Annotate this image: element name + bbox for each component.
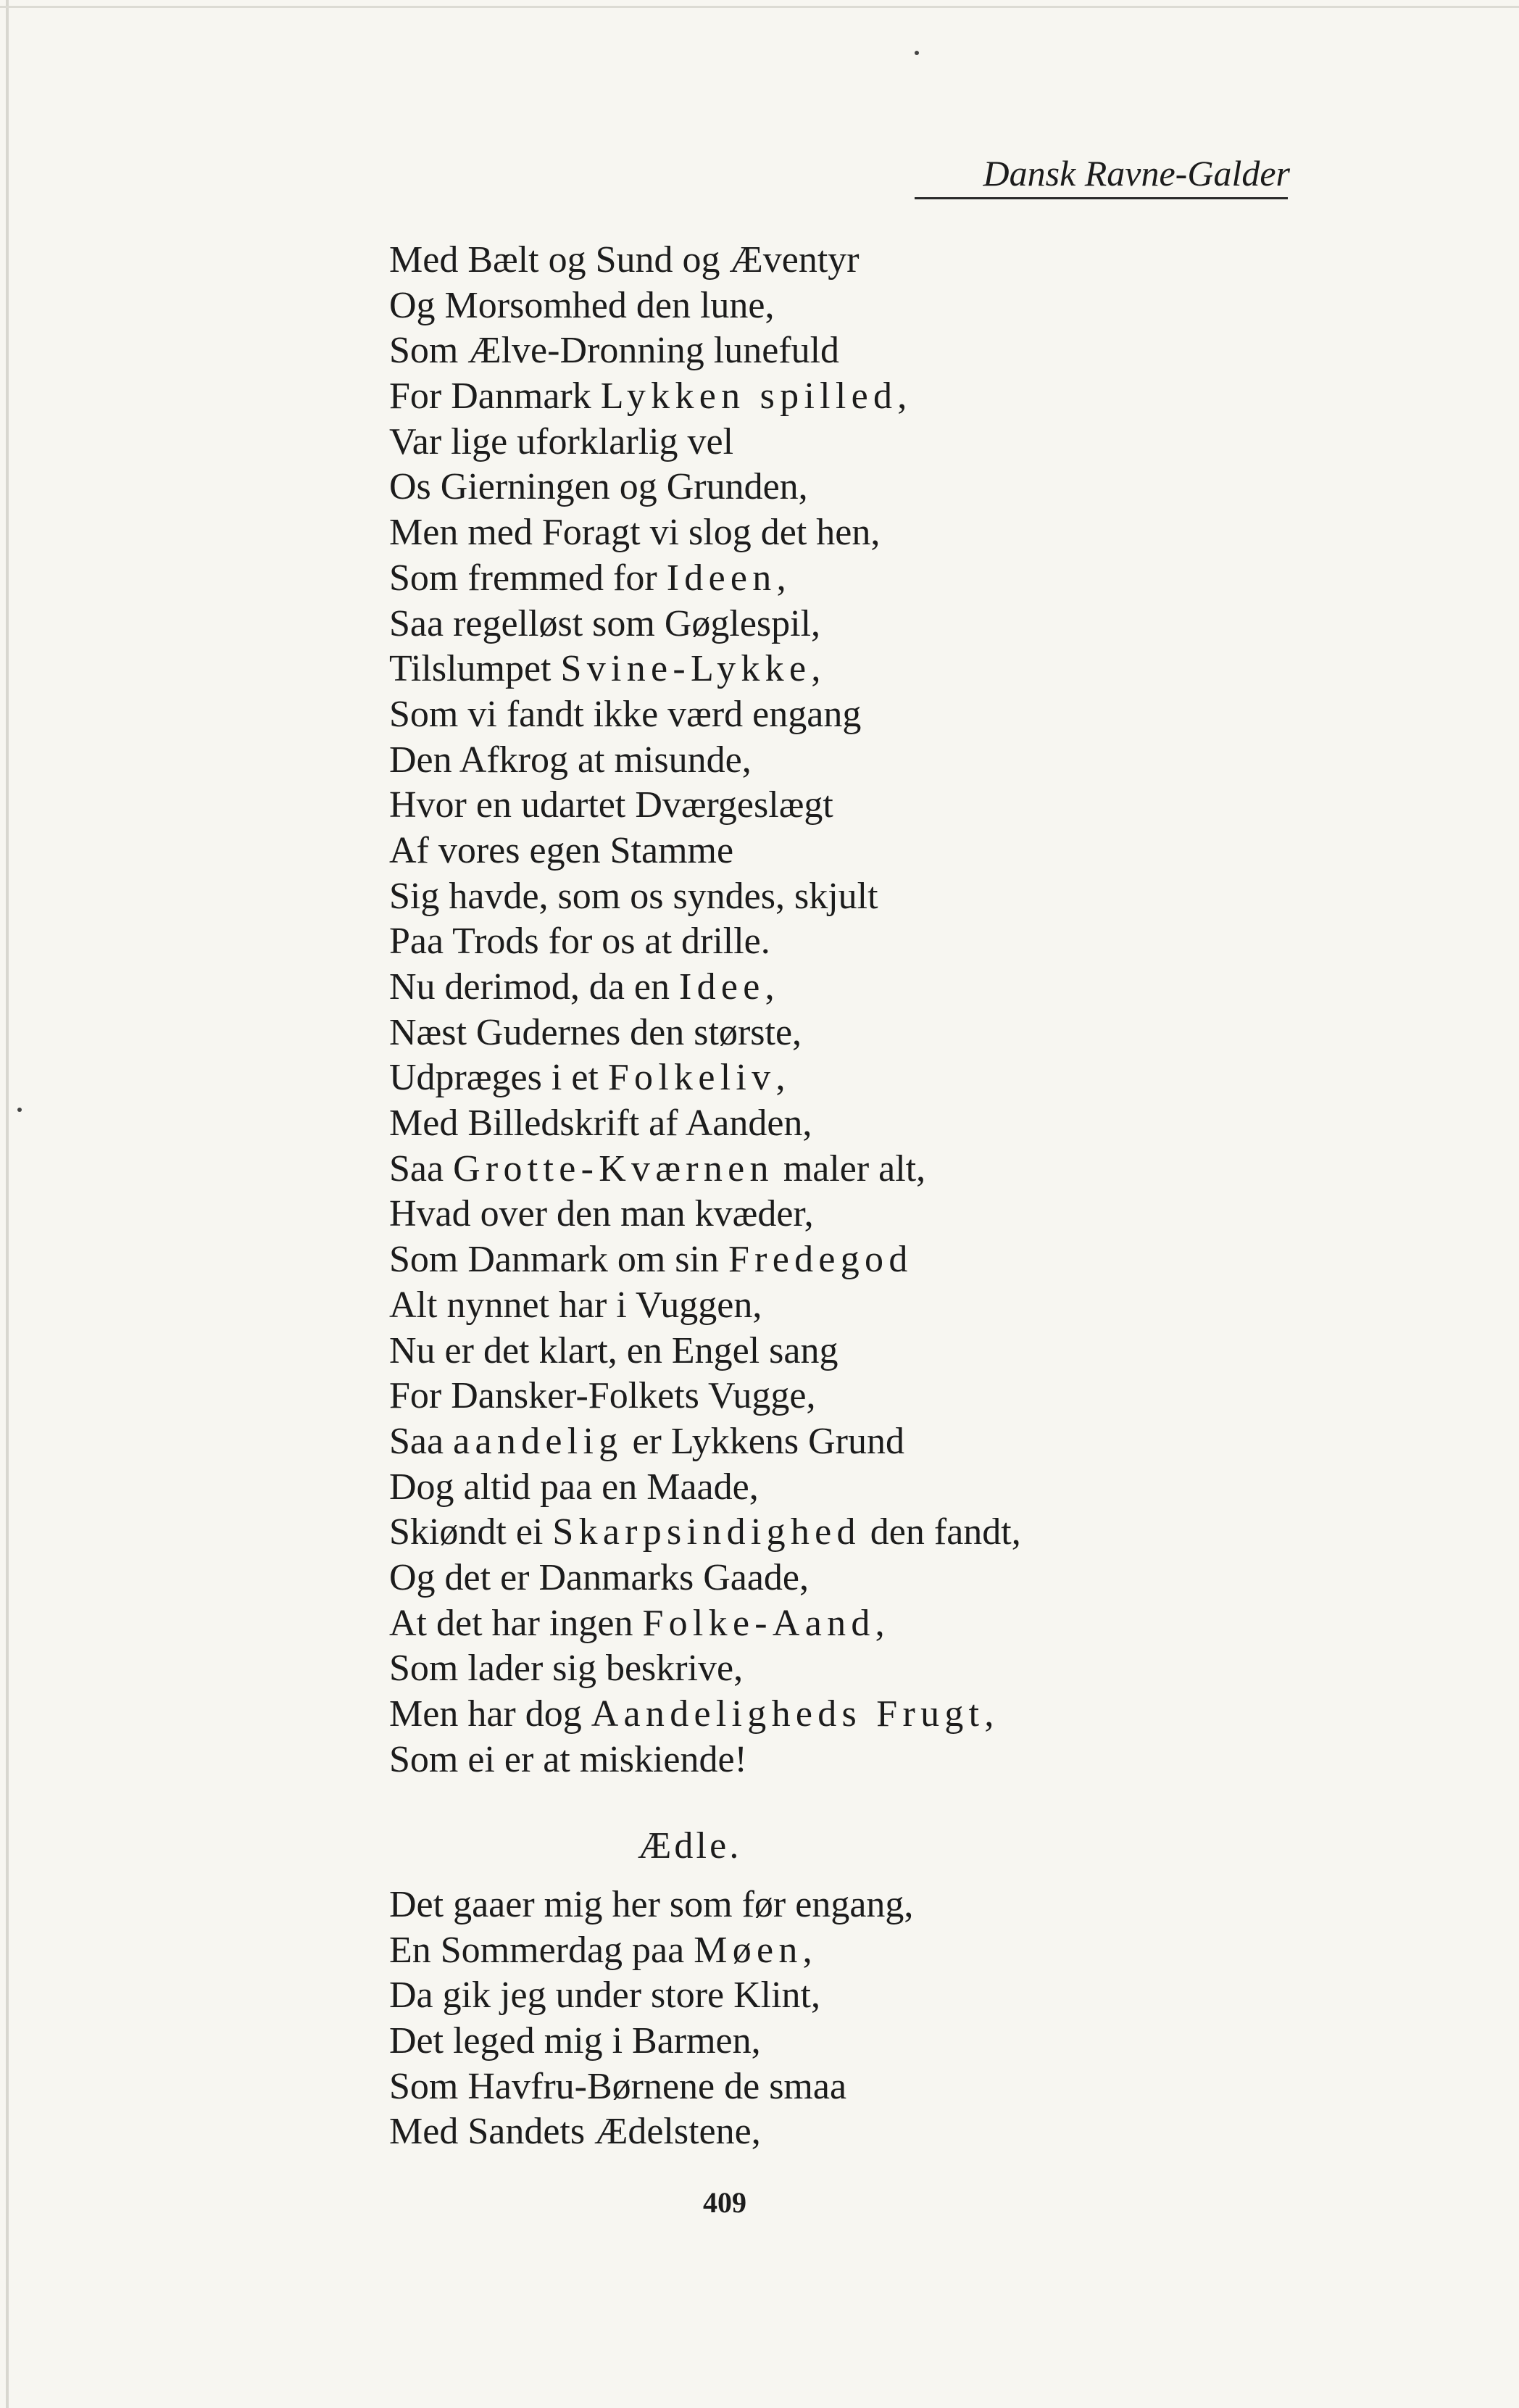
verse-text: Som lader sig beskrive, — [389, 1648, 744, 1690]
spaced-emphasis: Folke-Aand — [642, 1602, 875, 1644]
verse-text: Tilslumpet — [389, 648, 561, 690]
verse-text: Med Billedskrift af Aanden, — [389, 1103, 812, 1145]
verse-line — [389, 602, 1331, 647]
verse-line — [389, 1973, 1331, 2019]
spaced-emphasis: Aandeligheds Frugt — [591, 1693, 985, 1735]
verse-text: Hvor en udartet Dværgeslægt — [389, 784, 833, 826]
verse-line — [389, 647, 1331, 692]
page-edge-left — [6, 0, 9, 2408]
spaced-emphasis: Skarpsindighed — [552, 1511, 861, 1553]
verse-line — [389, 965, 1331, 1010]
verse-line — [389, 1556, 1331, 1601]
verse-text: , — [897, 375, 907, 418]
verse-text: den fandt, — [860, 1511, 1021, 1553]
verse-text: Paa Trods for os at drille. — [389, 921, 770, 963]
verse-text: Hvad over den man kvæder, — [389, 1193, 814, 1235]
verse-text: Saa regelløst som Gøglespil, — [389, 602, 821, 644]
verse-line — [389, 238, 1331, 283]
verse-text: , — [802, 1929, 812, 1971]
spaced-emphasis: Idee — [679, 966, 765, 1008]
verse-text: Sig havde, som os syndes, skjult — [389, 875, 878, 917]
verse-line — [389, 2019, 1331, 2064]
verse-text: Og det er Danmarks Gaade, — [389, 1556, 809, 1598]
verse-text: Som Danmark om sin — [389, 1239, 728, 1281]
verse-text: Alt nynnet har i Vuggen, — [389, 1284, 762, 1326]
verse-text: Som ei er at miskiende! — [389, 1738, 747, 1780]
verse-line — [389, 1646, 1331, 1692]
spaced-emphasis: Lykken spilled — [600, 375, 898, 418]
verse-line — [389, 1283, 1331, 1329]
spaced-emphasis: Ideen — [666, 557, 777, 599]
verse-line — [389, 1329, 1331, 1374]
verse-line — [389, 1237, 1331, 1283]
verse-line — [389, 1738, 1331, 1783]
verse-text: , — [776, 557, 786, 599]
verse-text: Os Gierningen og Grunden, — [389, 466, 808, 508]
verse-line — [389, 1055, 1331, 1101]
verse-text: En Sommerdag paa — [389, 1929, 694, 1971]
verse-text: Saa — [389, 1147, 454, 1190]
verse-text: er Lykkens Grund — [623, 1420, 904, 1462]
verse-line — [389, 919, 1331, 965]
verse-line — [389, 874, 1331, 920]
spaced-emphasis: Fredegod — [728, 1239, 913, 1281]
verse-line — [389, 692, 1331, 738]
verse-text: Det gaaer mig her som før engang, — [389, 1884, 914, 1925]
verse-text: Men har dog — [389, 1693, 591, 1735]
verse-line — [389, 420, 1331, 465]
verse-line — [389, 1928, 1331, 1974]
verse-text: Som fremmed for — [389, 557, 667, 599]
verse-line — [389, 1510, 1331, 1556]
verse-text: For Danmark — [389, 375, 601, 418]
verse-text: For Dansker-Folkets Vugge, — [389, 1375, 816, 1417]
verse-text: Skiøndt ei — [389, 1511, 553, 1553]
verse-text: , — [765, 966, 775, 1008]
verse-line — [389, 1692, 1331, 1738]
page-number: 409 — [703, 2186, 746, 2219]
verse-line — [389, 1010, 1331, 1056]
verse-line — [389, 783, 1331, 829]
verse-line — [389, 510, 1331, 556]
verse-text: , — [775, 1057, 786, 1099]
verse-text: Udpræges i et — [389, 1057, 608, 1099]
verse-line — [389, 1147, 1331, 1192]
verse-text: Nu er det klart, en Engel sang — [389, 1329, 838, 1371]
running-header: Dansk Ravne-Galder — [983, 153, 1290, 194]
verse-text: Den Afkrog at misunde, — [389, 739, 752, 781]
verse-text: Saa — [389, 1420, 454, 1462]
page-edge-top — [0, 6, 1519, 8]
verse-line — [389, 556, 1331, 602]
verse-line — [389, 1192, 1331, 1237]
verse-text: Som vi fandt ikke værd engang — [389, 693, 862, 735]
verse-text: Af vores egen Stamme — [389, 829, 734, 871]
verse-line — [389, 328, 1331, 374]
verse-block-2 — [389, 1882, 1331, 2155]
verse-line — [389, 2064, 1331, 2110]
spaced-emphasis: Folkeliv — [607, 1057, 776, 1099]
verse-line — [389, 1101, 1331, 1147]
verse-text: Dog altid paa en Maade, — [389, 1466, 759, 1508]
verse-text: At det har ingen — [389, 1602, 643, 1644]
verse-text: , — [875, 1602, 885, 1644]
verse-text: Nu derimod, da en — [389, 966, 680, 1008]
header-rule — [915, 197, 1288, 199]
verse-block — [389, 238, 1331, 1782]
verse-text: Som Ælve-Dronning lunefuld — [389, 330, 840, 372]
verse-line — [389, 1465, 1331, 1511]
verse-text: Og Morsomhed den lune, — [389, 284, 775, 326]
verse-line — [389, 1882, 1331, 1928]
verse-text: Da gik jeg under store Klint, — [389, 1975, 820, 2017]
paper-speck — [915, 51, 919, 55]
verse-text: Med Bælt og Sund og Æventyr — [389, 239, 860, 281]
verse-line — [389, 1419, 1331, 1465]
verse-text: Det leged mig i Barmen, — [389, 2020, 761, 2062]
verse-line — [389, 283, 1331, 329]
verse-text: , — [811, 648, 821, 690]
verse-text: Med Sandets Ædelstene, — [389, 2111, 761, 2153]
verse-line — [389, 1601, 1331, 1647]
spaced-emphasis: Svine-Lykke — [560, 648, 812, 690]
spaced-emphasis: Grotte-Kværnen — [453, 1147, 774, 1190]
spaced-emphasis: aandelig — [453, 1420, 623, 1462]
section-title: Ædle. — [638, 1825, 742, 1867]
verse-line — [389, 374, 1331, 420]
verse-text: Men med Foragt vi slog det hen, — [389, 512, 881, 554]
verse-text: Næst Gudernes den største, — [389, 1011, 802, 1053]
verse-text: , — [984, 1693, 994, 1735]
verse-text: Var lige uforklarlig vel — [389, 420, 734, 462]
paper-speck — [17, 1108, 22, 1112]
verse-text: Som Havfru-Børnene de smaa — [389, 2065, 847, 2107]
verse-line — [389, 829, 1331, 874]
verse-line — [389, 2109, 1331, 2155]
verse-text: maler alt, — [773, 1147, 926, 1190]
spaced-emphasis: Møen — [694, 1929, 803, 1971]
verse-line — [389, 465, 1331, 510]
verse-line — [389, 1374, 1331, 1419]
verse-line — [389, 738, 1331, 784]
